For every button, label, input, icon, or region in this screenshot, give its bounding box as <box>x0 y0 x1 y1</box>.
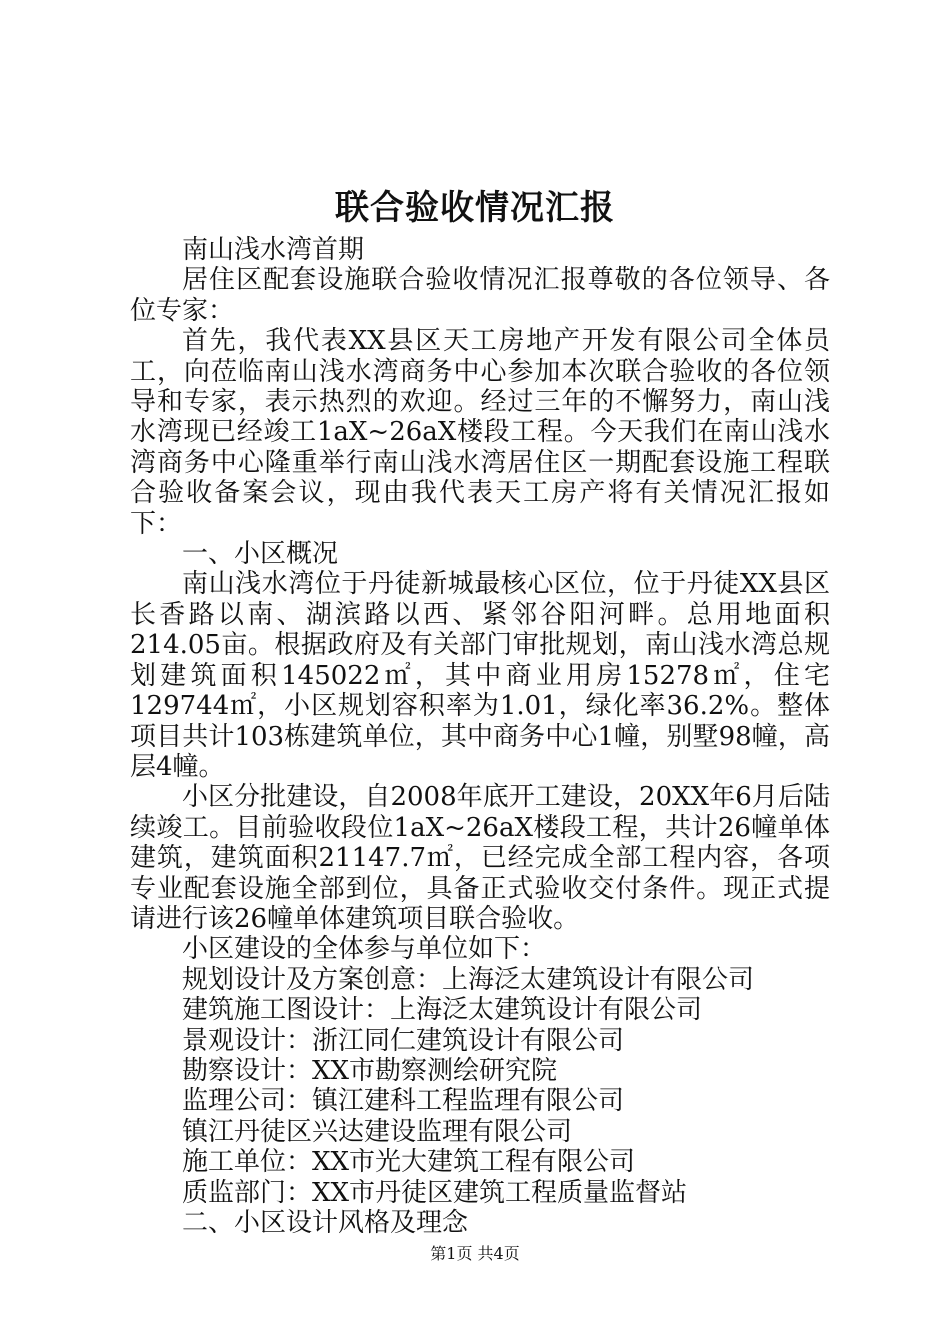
participant-item: 景观设计：浙江同仁建筑设计有限公司 <box>182 1025 625 1056</box>
paragraph-intro: 南山浅水湾首期 <box>182 235 365 265</box>
paragraph-welcome: 首先，我代表XX县区天工房地产开发有限公司全体员工，向莅临南山浅水湾商务中心参加本次联合验收的各位领导和专家，表示热烈的欢迎。经过三年的不懈努力，南山浅水湾现已经竣工1aX~26aX楼段工程。今天我们在南山浅水湾商务中心隆重举行南山浅水湾居住区一期配套设施工程联合验收备案会议，现由我代表天工房产将有关情况汇报如下： <box>130 326 830 539</box>
participant-item: 监理公司：镇江建科工程监理有限公司 <box>182 1086 625 1117</box>
participant-item: 镇江丹徒区兴达建设监理有限公司 <box>182 1116 573 1147</box>
document-title: 联合验收情况汇报 <box>335 188 615 228</box>
paragraph-overview: 南山浅水湾位于丹徒新城最核心区位，位于丹徒XX县区长香路以南、湖滨路以西、紧邻谷阳河畔。总用地面积214.05亩。根据政府及有关部门审批规划，南山浅水湾总规划建筑面积145022㎡，其中商业用房15278㎡，住宅129744㎡，小区规划容积率为1.01，绿化率36.2%。整体项目共计103栋建筑单位，其中商务中心1幢，别墅98幢，高层4幢。 <box>130 569 830 782</box>
participant-item: 施工单位：XX市光大建筑工程有限公司 <box>182 1147 636 1178</box>
paragraph-salutation: 居住区配套设施联合验收情况汇报尊敬的各位领导、各位专家： <box>130 265 830 326</box>
section-heading-overview: 一、小区概况 <box>182 539 339 570</box>
section-heading-design: 二、小区设计风格及理念 <box>182 1208 469 1238</box>
participant-item: 建筑施工图设计：上海泛太建筑设计有限公司 <box>182 995 703 1026</box>
paragraph-construction: 小区分批建设，自2008年底开工建设，20XX年6月后陆续竣工。目前验收段位1aX~26aX楼段工程，共计26幢单体建筑，建筑面积21147.7㎡，已经完成全部工程内容，各项专业配套设施全部到位，具备正式验收交付条件。现正式提请进行该26幢单体建筑项目联合验收。 <box>130 782 830 934</box>
participant-item: 规划设计及方案创意：上海泛太建筑设计有限公司 <box>182 964 755 995</box>
paragraph-participants-intro: 小区建设的全体参与单位如下： <box>182 934 547 965</box>
participant-item: 质监部门：XX市丹徒区建筑工程质量监督站 <box>182 1177 688 1208</box>
participant-item: 勘察设计：XX市勘察测绘研究院 <box>182 1055 558 1086</box>
document-body <box>130 235 830 1238</box>
page-number-footer: 第1页 共4页 <box>430 1244 520 1263</box>
